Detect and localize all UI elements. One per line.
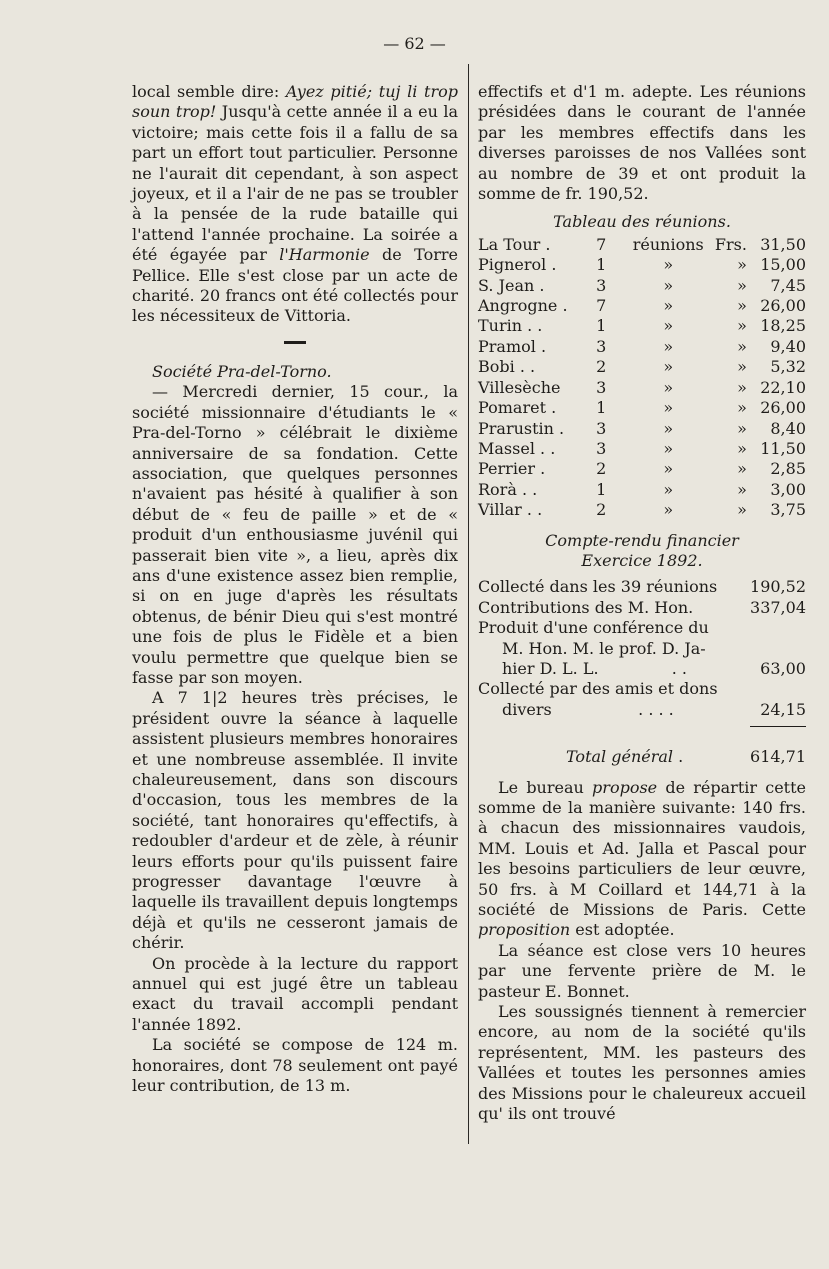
- parish-name: Pignerol .: [478, 255, 557, 275]
- section-separator: [284, 341, 306, 344]
- reunion-count: 2: [596, 357, 607, 377]
- reunion-amount: 3,75: [770, 500, 806, 520]
- financial-year: Exercice 1892.: [581, 550, 703, 570]
- column-divider: [468, 64, 469, 1144]
- parish-name: S. Jean .: [478, 275, 545, 295]
- reunion-amount: 18,25: [760, 316, 806, 336]
- reunion-amount: 2,85: [770, 459, 806, 479]
- italic-word: proposition: [478, 920, 571, 940]
- financial-label: Contributions des M. Hon.: [478, 597, 694, 617]
- financial-label: Collecté par des amis et dons: [478, 679, 718, 699]
- paragraph-close: La séance est close vers 10 heures par une fervente prière de M. le pasteur E. Bonnet.: [478, 940, 806, 1001]
- financial-total: [478, 747, 806, 767]
- parish-name: Turin . .: [478, 316, 543, 336]
- text-run: de Torre Pellice. Elle s'est close par un acte de charité. 20 francs ont été collectés pour les nécessiteux de Vittoria.: [132, 245, 458, 326]
- financial-row: [478, 618, 806, 679]
- financial-amount: 337,04: [750, 597, 806, 617]
- reunion-count: 2: [596, 459, 607, 479]
- sum-rule: [750, 726, 806, 727]
- financial-label: M. Hon. M. le prof. D. Ja-: [502, 638, 706, 658]
- table-row: [478, 255, 806, 275]
- reunion-label: »: [663, 479, 674, 499]
- paragraph-effectifs: effectifs et d'1 m. adepte. Les réunions présidées dans le courant de l'année par les membres effectifs dans les diverses paroisses de nos Vallées sont au nombre de 39 et ont produit la somme de fr. 190,52.: [478, 82, 806, 204]
- table-row: [478, 500, 806, 520]
- parish-name: Rorà . .: [478, 479, 538, 499]
- currency-label: »: [737, 459, 747, 479]
- paragraph-seance: A 7 1|2 heures très précises, le président ouvre la séance à laquelle assistent plusieurs membres honoraires et une nombreuse assemblée. Il invite chaleureusement, dans son discours d'occasion, tous les membres de la société, tant honoraires qu'effectifs, à redoubler d'ardeur et de zèle, à réunir leurs efforts pour qu'ils puissent faire progresser davantage l'œuvre à laquelle ils travaillent depuis longtemps déjà et qu'ils ne cesseront jamais de chérir.: [132, 688, 458, 953]
- reunion-label: »: [663, 459, 674, 479]
- text-run: Jusqu'à cette année il a eu la victoire; mais cette fois il a fallu de sa part un effort tout particulier. Personne ne l'aurait dit cependant, à son aspect joyeux, et il a l'air de ne pas se troubler à la pensée de la rude bataille qui l'attend l'année prochaine. La soirée a été égayée par: [132, 102, 459, 265]
- parish-name: Pramol .: [478, 336, 547, 356]
- currency-label: »: [737, 296, 747, 316]
- reunion-count: 3: [596, 418, 607, 438]
- page-number: — 62 —: [383, 34, 446, 53]
- paragraph-thanks: Les soussignés tiennent à remercier encore, au nom de la société qu'ils représentent, MM. les pasteurs des Vallées et toutes les personnes amies des Missions pour le chaleureux accueil qu' ils ont trouvé: [478, 1002, 806, 1124]
- reunion-count: 1: [596, 479, 607, 499]
- reunion-label: »: [663, 255, 674, 275]
- paragraph-anniversary: — Mercredi dernier, 15 cour., la société missionnaire d'étudiants le « Pra-del-Torno » célébrait le dixième anniversaire de sa fondation. Cette association, que quelques personnes n'avaient pas hésité à qualifier à son début de « feu de paille » et de « produit d'un enthousiasme juvénil qui passerait bien vite », a lieu, après dix ans d'une existence assez bien remplie, si on en juge d'après les résultats obtenus, de bénir Dieu qui s'est montré une fois de plus le Fidèle et a bien voulu permettre que quelque bien se fasse par son moyen.: [132, 382, 458, 687]
- reunions-table: [478, 235, 806, 521]
- table-row: [478, 276, 806, 296]
- table-row: [478, 296, 806, 316]
- currency-label: »: [737, 255, 747, 275]
- paragraph-bureau: [478, 778, 806, 941]
- reunion-label: »: [663, 336, 674, 356]
- table-row: [478, 316, 806, 336]
- currency-label: »: [737, 316, 747, 336]
- reunion-amount: 26,00: [760, 398, 806, 418]
- currency-label: »: [737, 398, 747, 418]
- parish-name: Perrier .: [478, 459, 546, 479]
- reunion-label: »: [663, 296, 674, 316]
- parish-name: Villar . .: [478, 500, 543, 520]
- paragraph-rapport: On procède à la lecture du rapport annuel qui est jugé être un tableau exact du travail accompli pendant l'année 1892.: [132, 953, 458, 1034]
- parish-name: Bobi . .: [478, 357, 536, 377]
- reunion-amount: 3,00: [770, 479, 806, 499]
- parish-name: Villesèche: [478, 377, 561, 397]
- financial-row: [478, 598, 806, 618]
- parish-name: Angrogne .: [478, 296, 568, 316]
- currency-label: »: [737, 336, 747, 356]
- currency-label: »: [737, 479, 747, 499]
- text-run: local semble dire:: [132, 82, 286, 101]
- italic-harmonie: l'Harmonie: [279, 245, 370, 265]
- reunion-label: réunions: [632, 234, 704, 254]
- financial-row: [478, 577, 806, 597]
- reunion-label: »: [663, 275, 674, 295]
- financial-list: [478, 577, 806, 767]
- financial-row-end: [478, 659, 806, 679]
- currency-label: »: [737, 275, 747, 295]
- reunion-label: »: [663, 357, 674, 377]
- financial-row: [478, 679, 806, 720]
- financial-label: Collecté dans les 39 réunions: [478, 577, 718, 597]
- reunion-label: »: [663, 316, 674, 336]
- table-row: [478, 378, 806, 398]
- financial-amount: 63,00: [760, 658, 806, 678]
- right-column: [478, 82, 806, 1125]
- reunion-count: 2: [596, 500, 607, 520]
- reunion-amount: 26,00: [760, 296, 806, 316]
- reunion-amount: 15,00: [760, 255, 806, 275]
- currency-label: »: [737, 418, 747, 438]
- financial-row-end: [478, 700, 806, 720]
- table-row: [478, 439, 806, 459]
- table-row: [478, 357, 806, 377]
- reunion-amount: 8,40: [770, 418, 806, 438]
- paragraph-local: [132, 82, 458, 327]
- parish-name: La Tour .: [478, 234, 551, 254]
- reunion-count: 3: [596, 336, 607, 356]
- italic-quote: Ayez pitié; tuj li trop soun trop!: [132, 82, 459, 122]
- financial-label: divers: [502, 699, 552, 719]
- reunion-count: 3: [596, 377, 607, 397]
- reunion-label: »: [663, 438, 674, 458]
- table-row: [478, 459, 806, 479]
- financial-label: Produit d'une conférence du: [478, 618, 709, 638]
- parish-name: Pomaret .: [478, 398, 557, 418]
- leader-dots: .: [678, 747, 684, 767]
- reunion-count: 7: [596, 296, 607, 316]
- text-run: de répartir cette somme de la manière suivante: 140 frs. à chacun des missionnaires vaudois, MM. Louis et Ad. Jalla et Pascal pour les besoins particuliers de leur œuvre, 50 frs. à M Coillard et 144,71 à la société de Missions de Paris. Cette: [478, 777, 806, 920]
- financial-label: hier D. L. L.: [502, 658, 599, 678]
- currency-label: Frs.: [714, 234, 747, 254]
- financial-title: Compte-rendu financier: [545, 530, 739, 550]
- reunion-label: »: [663, 377, 674, 397]
- currency-label: »: [737, 377, 747, 397]
- reunion-amount: 7,45: [770, 275, 806, 295]
- reunion-amount: 5,32: [770, 357, 806, 377]
- currency-label: »: [737, 500, 747, 520]
- table-caption: Tableau des réunions.: [553, 212, 731, 232]
- financial-amount: 24,15: [760, 699, 806, 719]
- parish-name: Massel . .: [478, 438, 556, 458]
- section-heading: Société Pra-del-Torno.: [152, 361, 332, 381]
- reunion-count: 1: [596, 398, 607, 418]
- table-row: [478, 398, 806, 418]
- italic-word: propose: [592, 777, 658, 797]
- text-run: Le bureau: [498, 777, 593, 797]
- financial-heading: [478, 531, 806, 572]
- parish-name: Prarustin .: [478, 418, 565, 438]
- reunion-label: »: [663, 418, 674, 438]
- table-row: [478, 235, 806, 255]
- reunion-label: »: [663, 398, 674, 418]
- left-column: [132, 82, 458, 1097]
- currency-label: »: [737, 357, 747, 377]
- reunion-count: 7: [596, 234, 607, 254]
- reunion-label: »: [663, 500, 674, 520]
- reunion-count: 1: [596, 316, 607, 336]
- text-run: est adoptée.: [570, 920, 675, 940]
- reunion-amount: 9,40: [770, 336, 806, 356]
- currency-label: »: [737, 438, 747, 458]
- table-row: [478, 419, 806, 439]
- table-row: [478, 480, 806, 500]
- reunion-count: 3: [596, 275, 607, 295]
- leader-dots: . . . .: [638, 699, 674, 719]
- reunion-amount: 11,50: [760, 438, 806, 458]
- total-amount: 614,71: [750, 747, 806, 767]
- reunion-count: 3: [596, 438, 607, 458]
- reunion-amount: 31,50: [760, 234, 806, 254]
- reunion-amount: 22,10: [760, 377, 806, 397]
- reunion-count: 1: [596, 255, 607, 275]
- total-label: Total général: [566, 747, 674, 767]
- paragraph-composition: La société se compose de 124 m. honoraires, dont 78 seulement ont payé leur contribution, de 13 m.: [132, 1035, 458, 1096]
- table-row: [478, 337, 806, 357]
- financial-amount: 190,52: [750, 577, 806, 597]
- leader-dots: . .: [671, 658, 687, 678]
